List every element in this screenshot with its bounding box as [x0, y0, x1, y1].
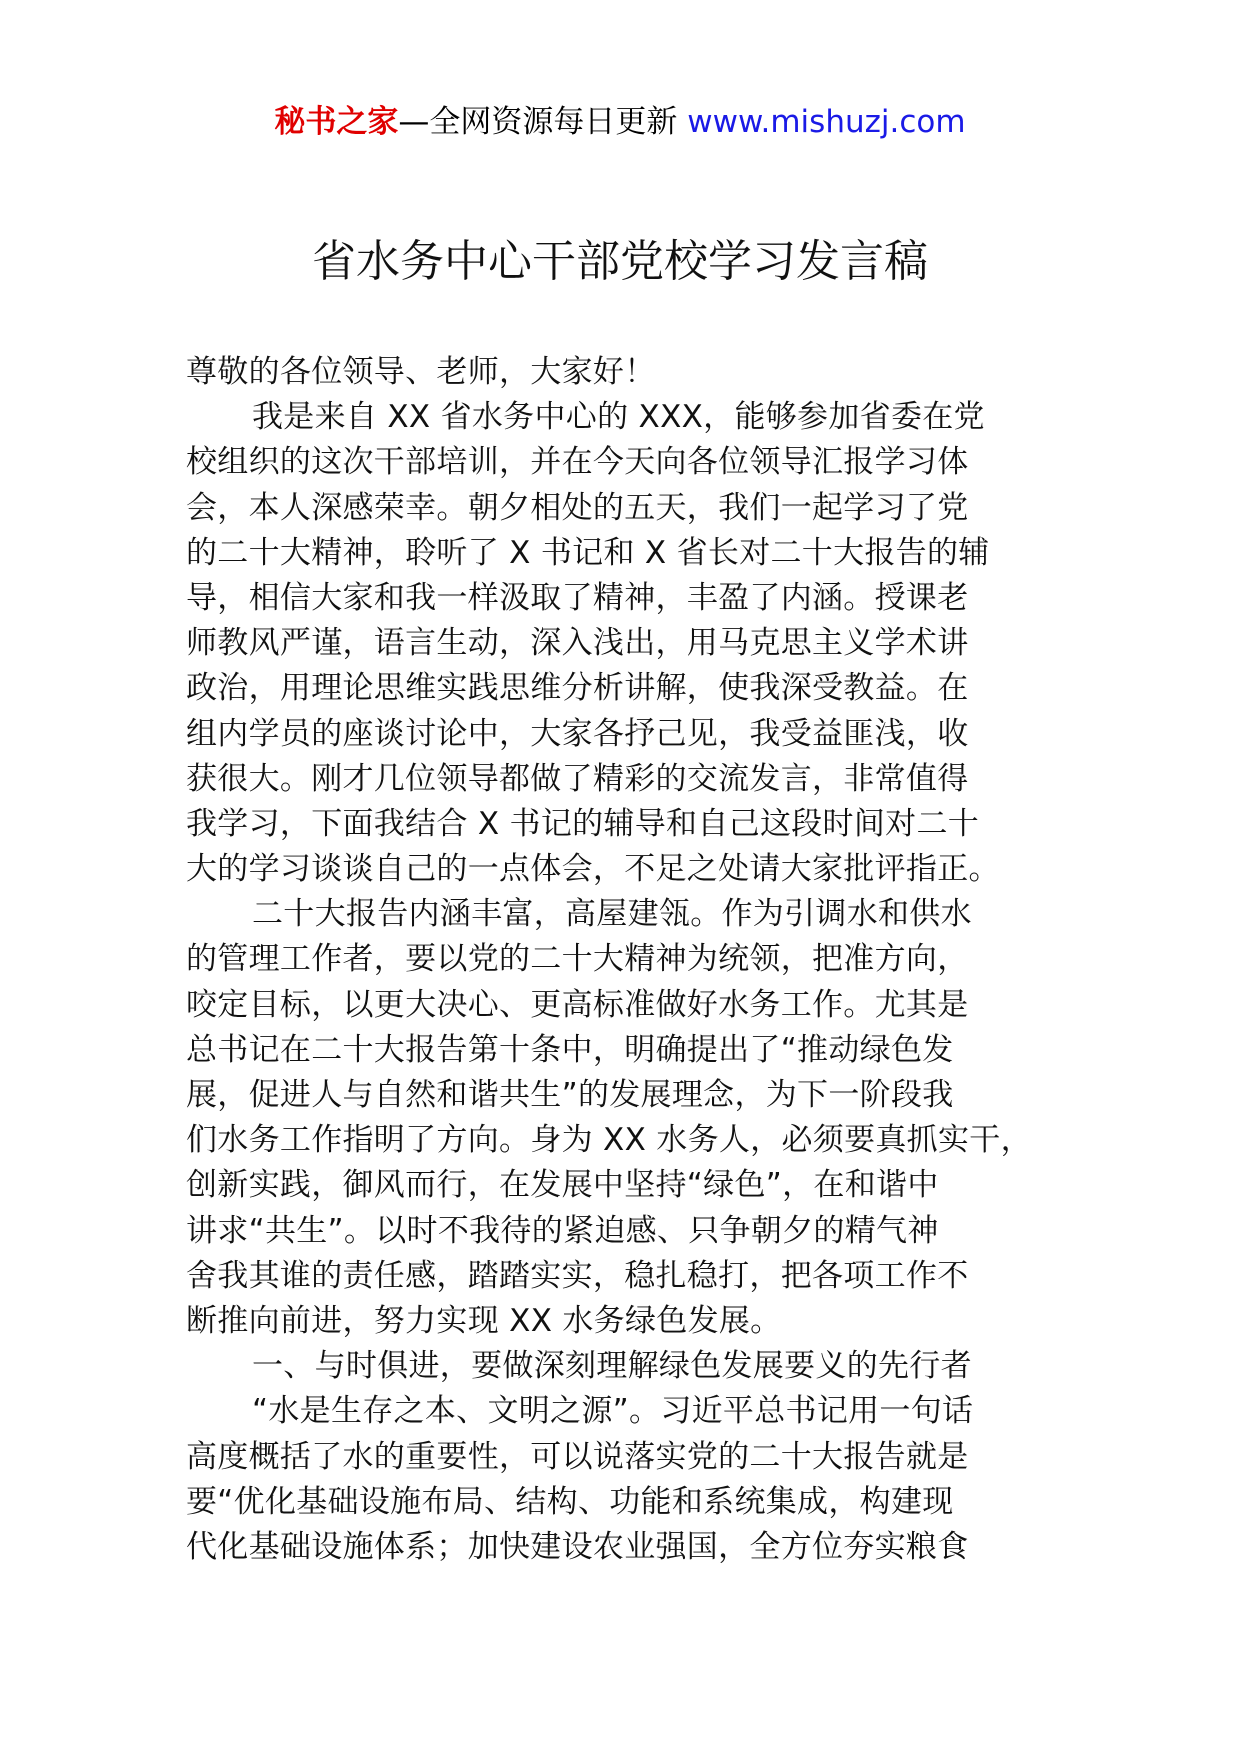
paragraph-line: 校组织的这次干部培训，并在今天向各位领导汇报学习体: [186, 444, 969, 481]
paragraph-line: 断推向前进，努力实现 XX 水务绿色发展。: [186, 1302, 782, 1339]
paragraph-line: 讲求“共生”。以时不我待的紧迫感、只争朝夕的精气神: [186, 1212, 939, 1249]
section-heading: 一、与时俱进，要做深刻理解绿色发展要义的先行者: [252, 1348, 972, 1385]
paragraph-line: 获很大。刚才几位领导都做了精彩的交流发言，非常值得: [186, 760, 969, 797]
paragraph-line: 师教风严谨，语言生动，深入浅出，用马克思主义学术讲: [186, 625, 969, 662]
paragraph-line: 展，促进人与自然和谐共生”的发展理念，为下一阶段我: [186, 1077, 954, 1113]
paragraph-line: 高度概括了水的重要性，可以说落实党的二十大报告就是: [186, 1438, 969, 1475]
paragraph-line: 二十大报告内涵丰富，高屋建瓴。作为引调水和供水: [252, 896, 972, 933]
paragraph-line: 政治，用理论思维实践思维分析讲解，使我深受教益。在: [186, 670, 969, 707]
paragraph-line: 会，本人深感荣幸。朝夕相处的五天，我们一起学习了党: [186, 489, 969, 526]
paragraph-line: 导，相信大家和我一样汲取了精神，丰盈了内涵。授课老: [186, 579, 969, 616]
site-brand: 秘书之家: [274, 104, 399, 140]
site-tagline: —全网资源每日更新: [398, 104, 688, 140]
paragraph-line: 的二十大精神，聆听了 X 书记和 X 省长对二十大报告的辅: [186, 534, 990, 571]
document-body: [186, 350, 1066, 1570]
site-url-link[interactable]: www.mishuzj.com: [687, 104, 966, 140]
paragraph-line: 们水务工作指明了方向。身为 XX 水务人，必须要真抓实干，: [186, 1122, 1032, 1159]
paragraph-line: 代化基础设施体系；加快建设农业强国，全方位夯实粮食: [186, 1528, 969, 1565]
paragraph-line: 创新实践，御风而行，在发展中坚持“绿色”，在和谐中: [186, 1167, 939, 1204]
paragraph-line: 大的学习谈谈自己的一点体会，不足之处请大家批评指正。: [186, 851, 1000, 888]
paragraph-line: 我是来自 XX 省水务中心的 XXX，能够参加省委在党: [252, 399, 985, 436]
greeting-line: 尊敬的各位领导、老师，大家好！: [186, 354, 656, 390]
site-header: [0, 100, 1240, 144]
paragraph-line: 舍我其谁的责任感，踏踏实实，稳扎稳打，把各项工作不: [186, 1257, 969, 1294]
paragraph-line: 总书记在二十大报告第十条中，明确提出了“推动绿色发: [186, 1031, 954, 1068]
paragraph-line: 我学习，下面我结合 X 书记的辅导和自己这段时间对二十: [186, 805, 980, 842]
paragraph-line: “水是生存之本、文明之源”。习近平总书记用一句话: [252, 1393, 974, 1430]
paragraph-line: 要“优化基础设施布局、结构、功能和系统集成，构建现: [186, 1483, 954, 1520]
document-title: 省水务中心干部党校学习发言稿: [312, 236, 928, 287]
paragraph-line: 咬定目标，以更大决心、更高标准做好水务工作。尤其是: [186, 986, 969, 1023]
paragraph-line: 的管理工作者，要以党的二十大精神为统领，把准方向，: [186, 941, 969, 978]
paragraph-line: 组内学员的座谈讨论中，大家各抒己见，我受益匪浅，收: [186, 715, 969, 752]
